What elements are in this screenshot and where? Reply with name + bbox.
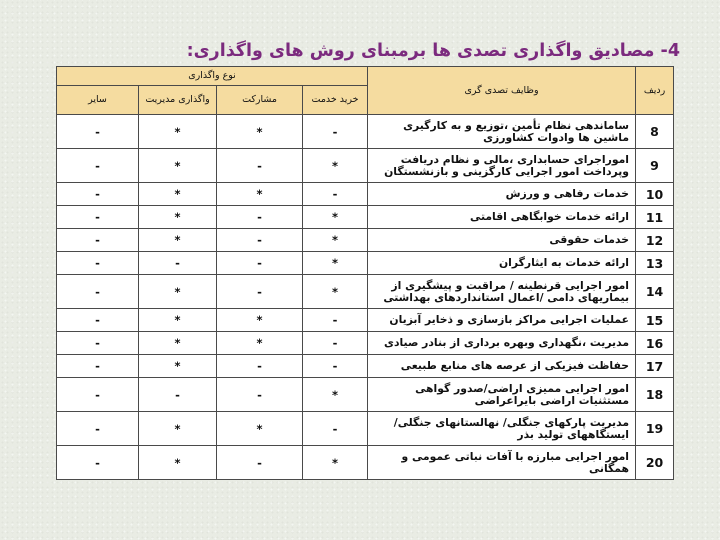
header-duties: وظایف تصدی گری [368, 67, 636, 115]
cell-management: * [139, 355, 217, 378]
cell-management: * [139, 183, 217, 206]
row-duty: مدیریت پارکهای جنگلی/ نهالستانهای جنگلی/ ایستگاههای تولید بذر [368, 412, 636, 446]
cell-management: - [139, 378, 217, 412]
table-row [57, 446, 674, 480]
cell-management: * [139, 229, 217, 252]
table-row [57, 206, 674, 229]
cell-other: - [57, 275, 139, 309]
row-number: 15 [636, 309, 674, 332]
cell-management: - [139, 252, 217, 275]
cell-partnership: - [217, 252, 303, 275]
cell-management: * [139, 206, 217, 229]
cell-other: - [57, 229, 139, 252]
cell-other: - [57, 206, 139, 229]
cell-buy-service: - [303, 412, 368, 446]
cell-buy-service: * [303, 275, 368, 309]
cell-other: - [57, 115, 139, 149]
row-number: 14 [636, 275, 674, 309]
cell-other: - [57, 309, 139, 332]
table-row [57, 115, 674, 149]
cell-management: * [139, 115, 217, 149]
table-row [57, 355, 674, 378]
cell-management: * [139, 446, 217, 480]
table-row [57, 252, 674, 275]
header-management: واگذاری مدیریت [139, 86, 217, 115]
table-container [56, 66, 673, 480]
row-duty: خدمات رفاهی و ورزش [368, 183, 636, 206]
cell-management: * [139, 149, 217, 183]
cell-buy-service: - [303, 309, 368, 332]
cell-partnership: - [217, 229, 303, 252]
row-number: 9 [636, 149, 674, 183]
page-title: 4- مصادیق واگذاری تصدی ها برمبنای روش های واگذاری: [186, 41, 680, 61]
cell-partnership: - [217, 355, 303, 378]
cell-partnership: - [217, 206, 303, 229]
row-number: 13 [636, 252, 674, 275]
cell-buy-service: - [303, 115, 368, 149]
cell-other: - [57, 252, 139, 275]
row-number: 18 [636, 378, 674, 412]
cell-partnership: - [217, 149, 303, 183]
header-buy-service: خرید خدمت [303, 86, 368, 115]
row-duty: اموراجرای حسابداری ،مالی و نظام دریافت وپرداخت امور اجرایی کارگزینی و بازنشستگان [368, 149, 636, 183]
cell-other: - [57, 378, 139, 412]
table-row [57, 412, 674, 446]
cell-partnership: * [217, 183, 303, 206]
row-duty: حفاظت فیزیکی از عرصه های منابع طبیعی [368, 355, 636, 378]
cell-other: - [57, 412, 139, 446]
cell-other: - [57, 355, 139, 378]
cell-partnership: * [217, 309, 303, 332]
row-number: 12 [636, 229, 674, 252]
row-number: 10 [636, 183, 674, 206]
cell-buy-service: - [303, 332, 368, 355]
header-partnership: مشارکت [217, 86, 303, 115]
table-row [57, 149, 674, 183]
cell-buy-service: * [303, 229, 368, 252]
cell-partnership: - [217, 275, 303, 309]
cell-buy-service: * [303, 446, 368, 480]
cell-buy-service: - [303, 355, 368, 378]
row-duty: ارائه خدمات خوابگاهی اقامتی [368, 206, 636, 229]
header-assignment-type: نوع واگذاری [57, 67, 368, 86]
row-duty: ساماندهی نظام تأمین ،توزیع و به کارگیری ماشین ها وادوات کشاورزی [368, 115, 636, 149]
row-duty: امور اجرایی قرنطینه / مراقبت و پیشگیری از بیماریهای دامی /اعمال استانداردهای بهداشتی [368, 275, 636, 309]
row-number: 19 [636, 412, 674, 446]
cell-buy-service: * [303, 206, 368, 229]
cell-partnership: * [217, 412, 303, 446]
cell-buy-service: * [303, 149, 368, 183]
cell-other: - [57, 446, 139, 480]
cell-buy-service: - [303, 183, 368, 206]
cell-buy-service: * [303, 378, 368, 412]
row-duty: خدمات حقوقی [368, 229, 636, 252]
table-row [57, 183, 674, 206]
table-row [57, 332, 674, 355]
cell-partnership: * [217, 115, 303, 149]
header-row-number: ردیف [636, 67, 674, 115]
cell-management: * [139, 275, 217, 309]
row-number: 11 [636, 206, 674, 229]
table-row [57, 378, 674, 412]
row-number: 17 [636, 355, 674, 378]
cell-partnership: - [217, 446, 303, 480]
cell-partnership: - [217, 378, 303, 412]
row-duty: امور اجرایی ممیزی اراضی/صدور گواهی مستثنیات اراضی بایراعراضی [368, 378, 636, 412]
cell-management: * [139, 412, 217, 446]
cell-management: * [139, 332, 217, 355]
cell-other: - [57, 183, 139, 206]
cell-partnership: * [217, 332, 303, 355]
row-number: 16 [636, 332, 674, 355]
cell-other: - [57, 149, 139, 183]
row-duty: امور اجرایی مبارزه با آفات نباتی عمومی و همگانی [368, 446, 636, 480]
row-duty: مدیریت ،نگهداری وبهره برداری از بنادر صیادی [368, 332, 636, 355]
table-row [57, 309, 674, 332]
assignment-table [56, 66, 674, 480]
row-number: 8 [636, 115, 674, 149]
table-row [57, 275, 674, 309]
header-other: سایر [57, 86, 139, 115]
row-duty: ارائه خدمات به ایثارگران [368, 252, 636, 275]
row-duty: عملیات اجرایی مراکز بازسازی و ذخایر آبزیان [368, 309, 636, 332]
table-row [57, 229, 674, 252]
cell-other: - [57, 332, 139, 355]
cell-buy-service: * [303, 252, 368, 275]
cell-management: * [139, 309, 217, 332]
row-number: 20 [636, 446, 674, 480]
